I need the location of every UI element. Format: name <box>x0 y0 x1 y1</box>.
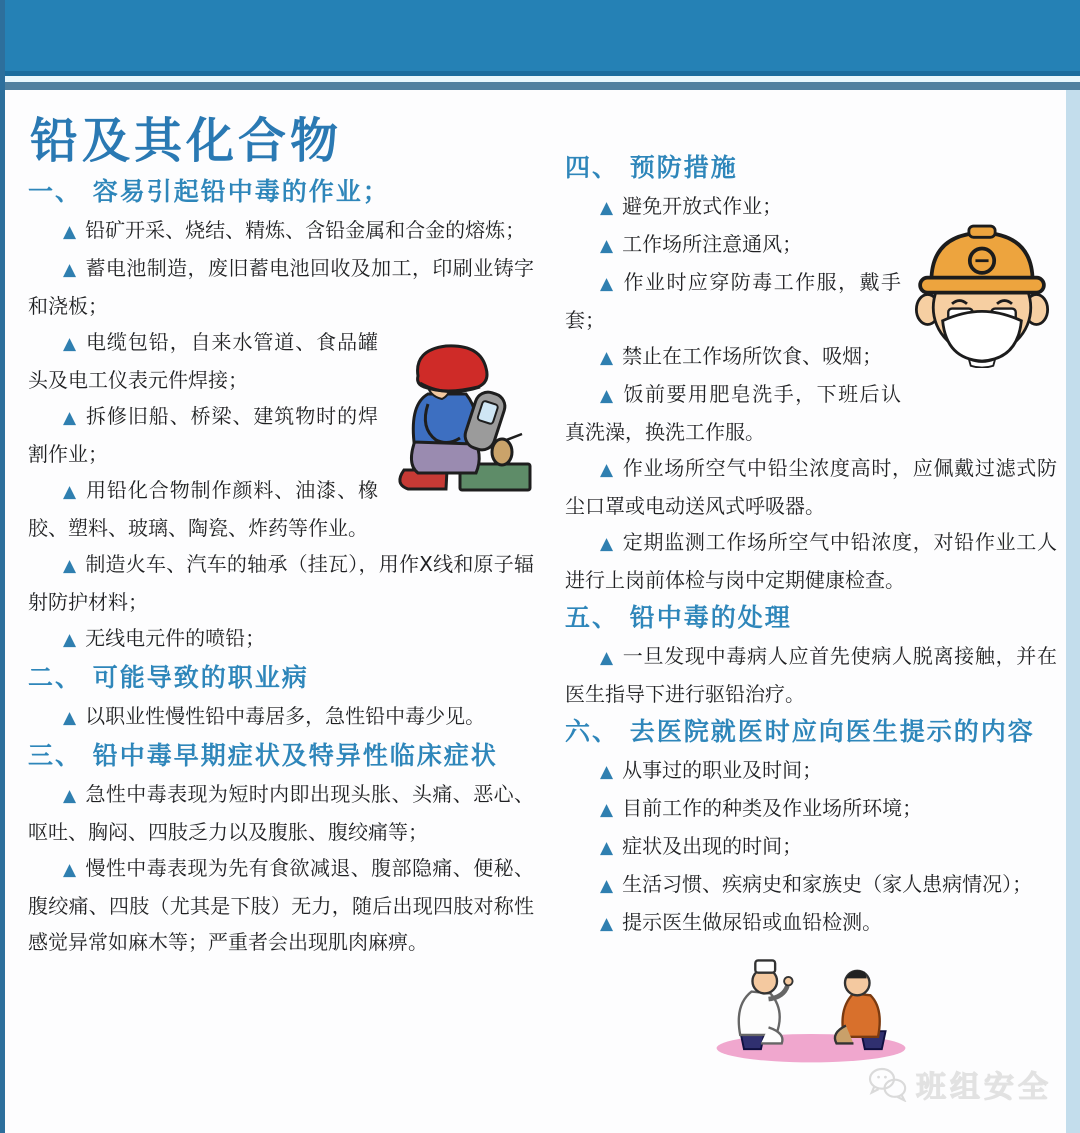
item-text: 制造火车、汽车的轴承（挂瓦），用作X线和原子辐射防护材料； <box>28 552 535 614</box>
list-item <box>28 212 534 250</box>
item-text: 无线电元件的喷铅； <box>85 626 266 650</box>
item-text: 目前工作的种类及作业场所环境； <box>622 796 923 820</box>
item-text: 电缆包铅，自来水管道、食品罐头及电工仪表元件焊接； <box>28 330 378 392</box>
item-text: 症状及出现的时间； <box>622 834 803 858</box>
left-column <box>28 172 534 960</box>
item-text: 从事过的职业及时间； <box>622 758 823 782</box>
triangle-bullet-icon: ▲ <box>63 556 77 576</box>
item-text: 蓄电池制造，废旧蓄电池回收及加工，印刷业铸字和浇板； <box>28 256 535 318</box>
triangle-bullet-icon: ▲ <box>63 260 77 280</box>
item-text: 饭前要用肥皂洗手，下班后认真洗澡，换洗工作服。 <box>565 382 901 444</box>
triangle-bullet-icon: ▲ <box>600 348 614 368</box>
list-item <box>565 904 1057 942</box>
list-item <box>565 638 1057 712</box>
header-band <box>0 0 1080 71</box>
item-text: 用铅化合物制作颜料、油漆、橡胶、塑料、玻璃、陶瓷、炸药等作业。 <box>28 478 378 540</box>
item-text: 以职业性慢性铅中毒居多，急性铅中毒少见。 <box>85 704 486 728</box>
item-text: 生活习惯、疾病史和家族史（家人患病情况）； <box>622 872 1033 896</box>
triangle-bullet-icon: ▲ <box>600 198 614 218</box>
triangle-bullet-icon: ▲ <box>600 274 615 294</box>
item-text: 作业时应穿防毒工作服，戴手套； <box>565 270 901 332</box>
triangle-bullet-icon: ▲ <box>600 800 614 820</box>
masked-worker-icon <box>907 220 1057 368</box>
right-edge-strip <box>1066 90 1080 1133</box>
section-heading: 四、 预防措施 <box>565 153 738 182</box>
list-item <box>28 776 534 850</box>
triangle-bullet-icon: ▲ <box>600 236 614 256</box>
doctor-patient-illustration <box>696 950 926 1068</box>
watermark-text: 班组安全 <box>916 1070 1052 1105</box>
triangle-bullet-icon: ▲ <box>600 762 614 782</box>
section-heading: 六、 去医院就医时应向医生提示的内容 <box>565 717 1035 746</box>
section-heading: 三、 铅中毒早期症状及特异性临床症状 <box>28 741 498 770</box>
item-text: 慢性中毒表现为先有食欲减退、腹部隐痛、便秘、腹绞痛、四肢（尤其是下肢）无力，随后出现四肢对称性感觉异常如麻木等；严重者会出现肌肉麻痹。 <box>28 856 535 954</box>
item-text: 提示医生做尿铅或血铅检测。 <box>622 910 883 934</box>
section-2 <box>28 658 534 736</box>
item-text: 拆修旧船、桥梁、建筑物时的焊割作业； <box>28 404 378 466</box>
triangle-bullet-icon: ▲ <box>63 860 77 880</box>
triangle-bullet-icon: ▲ <box>600 648 614 668</box>
welder-illustration <box>384 324 534 509</box>
masked-worker-illustration <box>907 188 1057 400</box>
section-1 <box>28 172 534 658</box>
section-3 <box>28 736 534 960</box>
list-item <box>28 620 534 658</box>
item-text: 铅矿开采、烧结、精炼、含铅金属和合金的熔炼； <box>85 218 526 242</box>
triangle-bullet-icon: ▲ <box>600 876 614 896</box>
item-text: 一旦发现中毒病人应首先使病人脱离接触，并在医生指导下进行驱铅治疗。 <box>565 644 1058 706</box>
item-text: 禁止在工作场所饮食、吸烟； <box>622 344 883 368</box>
section-4 <box>565 148 1057 598</box>
section-5 <box>565 598 1057 712</box>
left-edge-strip <box>0 0 5 1133</box>
watermark <box>866 1062 1052 1106</box>
triangle-bullet-icon: ▲ <box>600 534 614 554</box>
item-text: 作业场所空气中铅尘浓度高时，应佩戴过滤式防尘口罩或电动送风式呼吸器。 <box>565 456 1058 518</box>
section-heading: 二、 可能导致的职业病 <box>28 663 309 692</box>
item-text: 避免开放式作业； <box>622 194 783 218</box>
list-item <box>28 850 534 960</box>
header-divider-steel <box>0 82 1080 90</box>
triangle-bullet-icon: ▲ <box>63 334 77 354</box>
triangle-bullet-icon: ▲ <box>600 914 614 934</box>
triangle-bullet-icon: ▲ <box>600 838 614 858</box>
triangle-bullet-icon: ▲ <box>63 222 77 242</box>
list-item <box>565 752 1057 790</box>
triangle-bullet-icon: ▲ <box>600 460 614 480</box>
list-item <box>28 250 534 324</box>
list-item <box>565 828 1057 866</box>
section-6 <box>565 712 1057 942</box>
wechat-icon <box>866 1066 910 1102</box>
triangle-bullet-icon: ▲ <box>63 482 77 502</box>
triangle-bullet-icon: ▲ <box>63 786 77 806</box>
section-heading: 一、 容易引起铅中毒的作业； <box>28 177 390 206</box>
section-heading: 五、 铅中毒的处理 <box>565 603 792 632</box>
item-text: 定期监测工作场所空气中铅浓度，对铅作业工人进行上岗前体检与岗中定期健康检查。 <box>565 530 1058 592</box>
triangle-bullet-icon: ▲ <box>63 708 77 728</box>
triangle-bullet-icon: ▲ <box>63 630 77 650</box>
welder-icon <box>384 342 534 507</box>
list-item <box>28 698 534 736</box>
list-item <box>565 790 1057 828</box>
triangle-bullet-icon: ▲ <box>63 408 77 428</box>
triangle-bullet-icon: ▲ <box>600 386 615 406</box>
item-text: 急性中毒表现为短时内即出现头胀、头痛、恶心、呕吐、胸闷、四肢乏力以及腹胀、腹绞痛等； <box>28 782 535 844</box>
item-text: 工作场所注意通风； <box>622 232 803 256</box>
right-column <box>565 148 1057 1068</box>
list-item <box>565 524 1057 598</box>
list-item <box>28 546 534 620</box>
page-title: 铅及其化合物 <box>30 113 343 169</box>
list-item <box>565 450 1057 524</box>
list-item <box>565 866 1057 904</box>
